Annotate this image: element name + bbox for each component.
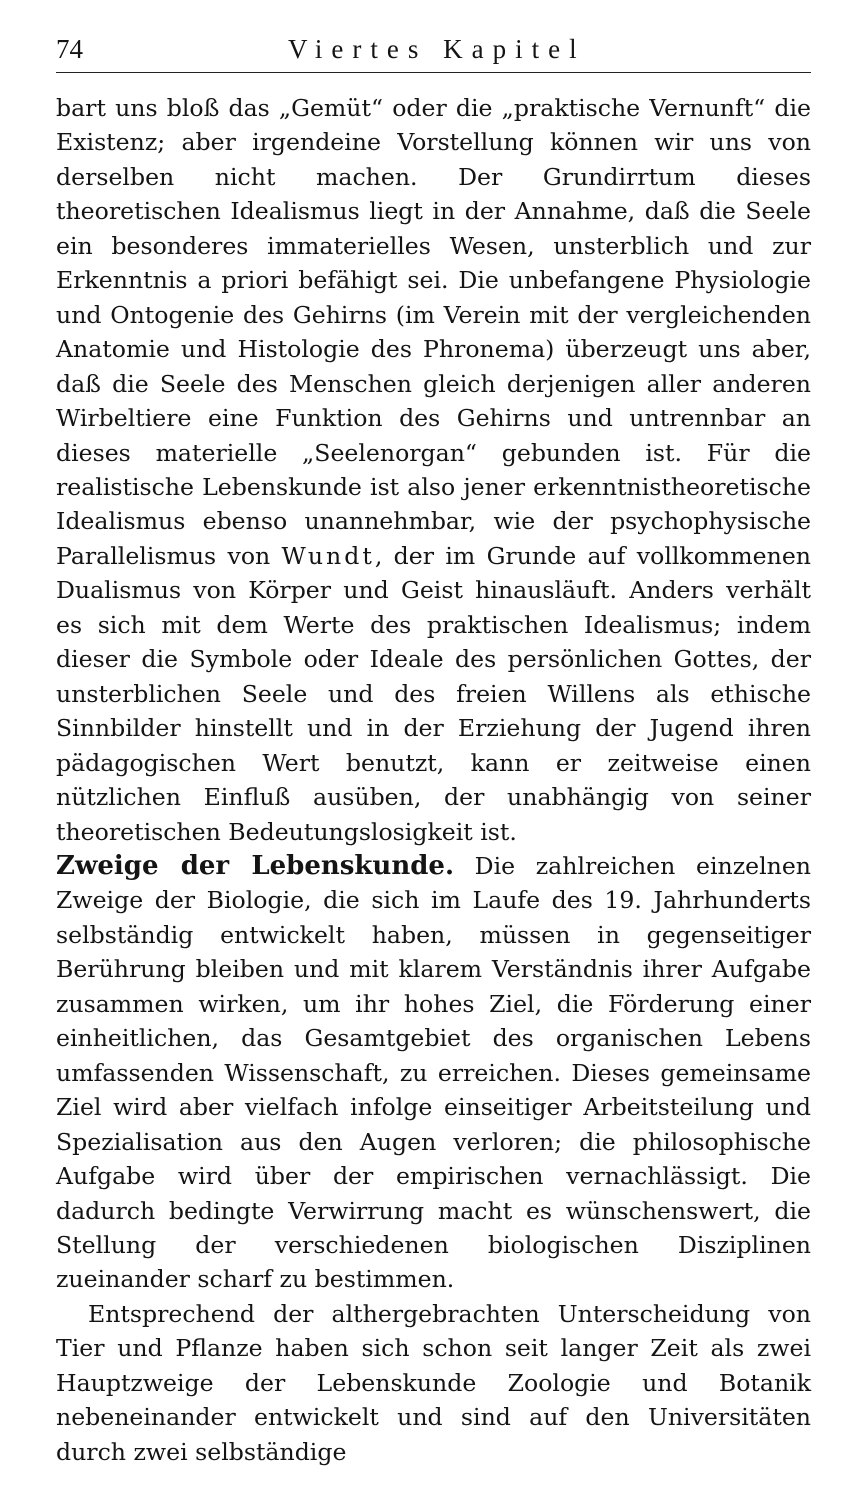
page-number: 74 [56,34,83,64]
author-name-wundt: Wundt [281,541,375,570]
paragraph-1-text-b: , der im Grunde auf vollkommenen Dualismus von Körper und Geist hinausläuft. Anders verhält es sich mit dem Werte des praktischen Idealismus; indem dieser die Symbole oder Ideale des persönlichen Gottes, der unsterblichen Seele und des freien Willens als ethische Sinnbilder hinstellt und in der Erziehung der Jugend ihren pädagogischen Wert benutzt, kann er zeitweise einen nützlichen Einfluß ausüben, der unabhängig von seiner theoretischen Bedeutungslosigkeit ist. [56,541,811,846]
running-head [56,28,811,73]
book-page [56,28,811,1469]
paragraph-3-text: Entsprechend der althergebrachten Unterscheidung von Tier und Pflanze haben sich schon seit langer Zeit als zwei Hauptzweige der Lebenskunde Zoologie und Botanik nebeneinander entwickelt und sind auf den Universitäten durch zwei selbständige [56,1299,811,1466]
paragraph-3 [56,1297,811,1469]
paragraph-1-text-a: bart uns bloß das „Gemüt“ oder die „praktische Vernunft“ die Existenz; aber irgendeine Vorstellung können wir uns von derselben nicht machen. Der Grundirrtum dieses theoretischen Idealismus liegt in der Annahme, daß die Seele ein besonderes immaterielles Wesen, unsterblich und zur Erkenntnis a priori befähigt sei. Die unbefangene Physiologie und Ontogenie des Gehirns (im Verein mit der vergleichenden Anatomie und Histologie des Phronema) überzeugt uns aber, daß die Seele des Menschen gleich derjenigen aller anderen Wirbeltiere eine Funktion des Gehirns und untrennbar an dieses materielle „Seelenorgan“ gebunden ist. Für die realistische Lebenskunde ist also jener erkenntnistheoretische Idealismus ebenso unannehmbar, wie der psychophysische Parallelismus von [56,94,811,570]
section-heading: Zweige der Lebenskunde. [56,850,455,881]
paragraph-2-text: Die zahlreichen einzelnen Zweige der Biologie, die sich im Laufe des 19. Jahrhunderts selbständig entwickelt haben, müssen in gegenseitiger Berührung bleiben und mit klarem Verständnis ihrer Aufgabe zusammen wirken, um ihr hohes Ziel, die Förderung einer einheitlichen, das Gesamtgebiet des organischen Lebens umfassenden Wissenschaft, zu erreichen. Dieses gemeinsame Ziel wird aber vielfach infolge einseitiger Arbeitsteilung und Spezialisation aus den Augen verloren; die philosophische Aufgabe wird über der empirischen vernachlässigt. Die dadurch bedingte Verwirrung macht es wünschenswert, die Stellung der verschiedenen biologischen Disziplinen zueinander scharf zu bestimmen. [56,851,811,1294]
paragraph-1 [56,91,811,849]
paragraph-2 [56,849,811,1297]
body-text [56,91,811,1469]
chapter-title: Viertes Kapitel [288,34,586,64]
